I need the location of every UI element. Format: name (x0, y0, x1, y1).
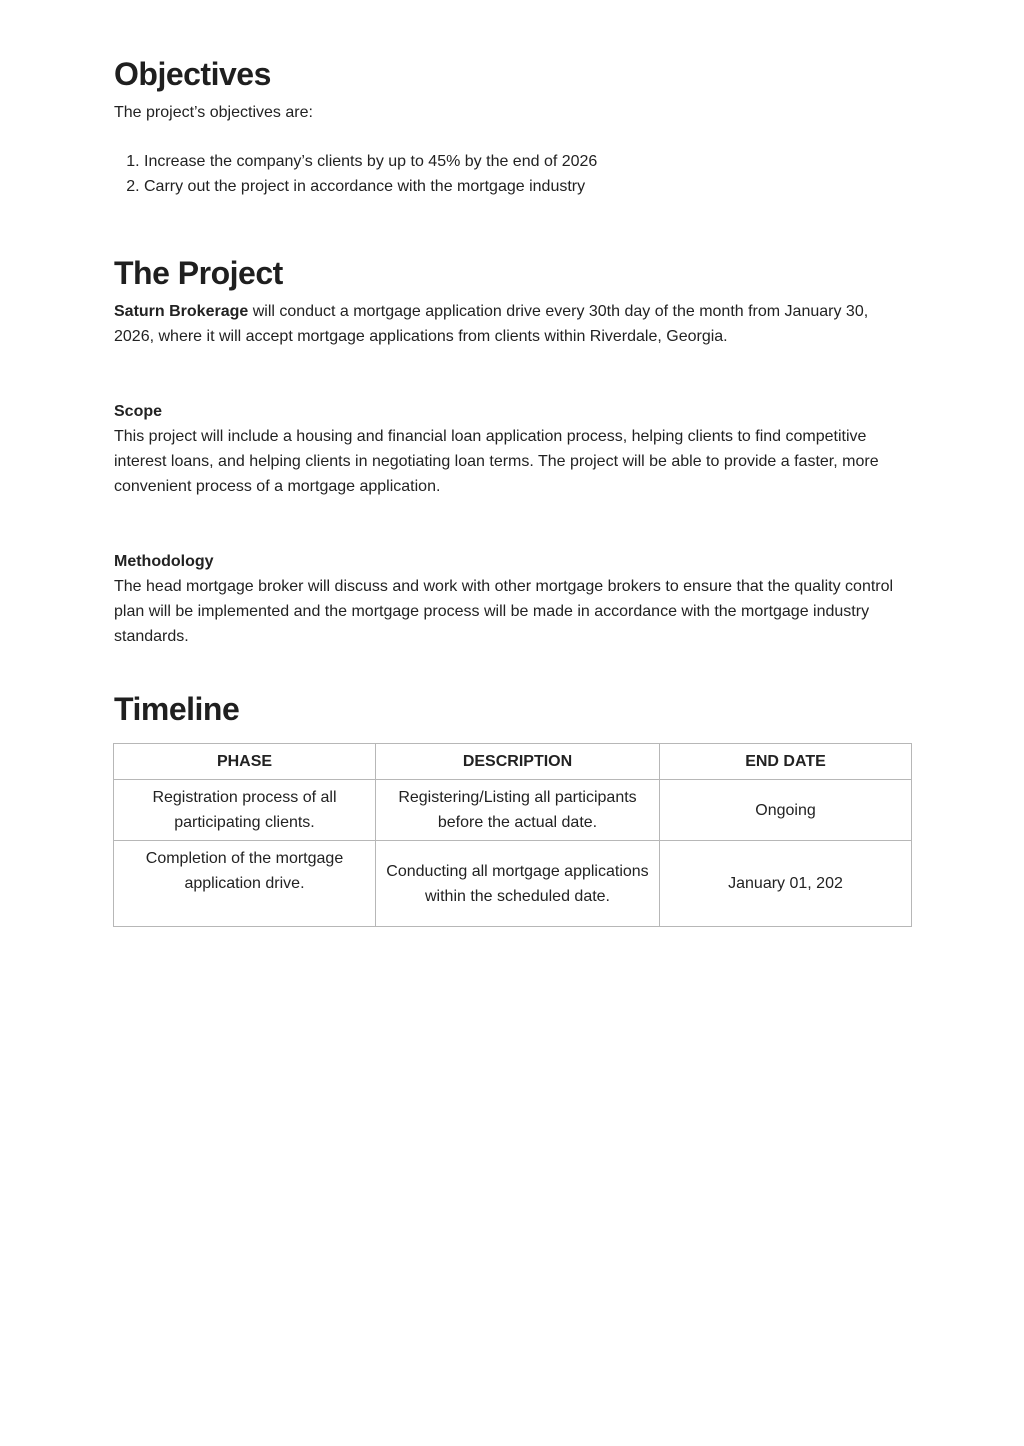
project-description (114, 299, 910, 349)
objective-item: 2. Carry out the project in accordance with the mortgage industry (144, 174, 910, 199)
phase-cell: Registration process of all participating clients. (114, 780, 376, 841)
project-description-text: will conduct a mortgage application drive every 30th day of the month from January 30, 2026, where it will accept mortgage applications from clients within Riverdale, Georgia. (114, 303, 869, 345)
end-date-cell: Ongoing (660, 780, 912, 841)
column-header-end-date: END DATE (660, 744, 912, 780)
objectives-section (114, 52, 910, 199)
methodology-label: Methodology (114, 553, 214, 570)
phase-cell: Completion of the mortgage application drive. (114, 841, 376, 927)
table-row (114, 780, 912, 841)
timeline-table (113, 743, 912, 927)
objective-item: 1. Increase the company’s clients by up to 45% by the end of 2026 (144, 149, 910, 174)
timeline-section (114, 687, 910, 927)
description-cell: Registering/Listing all participants before the actual date. (376, 780, 660, 841)
objectives-intro: The project’s objectives are: (114, 104, 313, 121)
objectives-list (114, 149, 910, 199)
document-page (114, 52, 910, 927)
timeline-heading: Timeline (114, 691, 240, 727)
scope-text: This project will include a housing and financial loan application process, helping clients to find competitive interest loans, and helping clients in negotiating loan terms. The project will be able to provide a faster, more convenient process of a mortgage application. (114, 428, 879, 495)
scope-label: Scope (114, 403, 163, 420)
column-header-description: DESCRIPTION (376, 744, 660, 780)
company-name: Saturn Brokerage (114, 303, 249, 320)
objectives-heading: Objectives (114, 56, 271, 92)
table-header-row (114, 744, 912, 780)
end-date-cell: January 01, 202 (660, 841, 912, 927)
description-cell: Conducting all mortgage applications within the scheduled date. (376, 841, 660, 927)
project-heading: The Project (114, 255, 283, 291)
column-header-phase: PHASE (114, 744, 376, 780)
table-row (114, 841, 912, 927)
methodology-text: The head mortgage broker will discuss and work with other mortgage brokers to ensure that the quality control plan will be implemented and the mortgage process will be made in accordance with the mortgage industry standards. (114, 578, 894, 645)
project-section (114, 251, 910, 649)
